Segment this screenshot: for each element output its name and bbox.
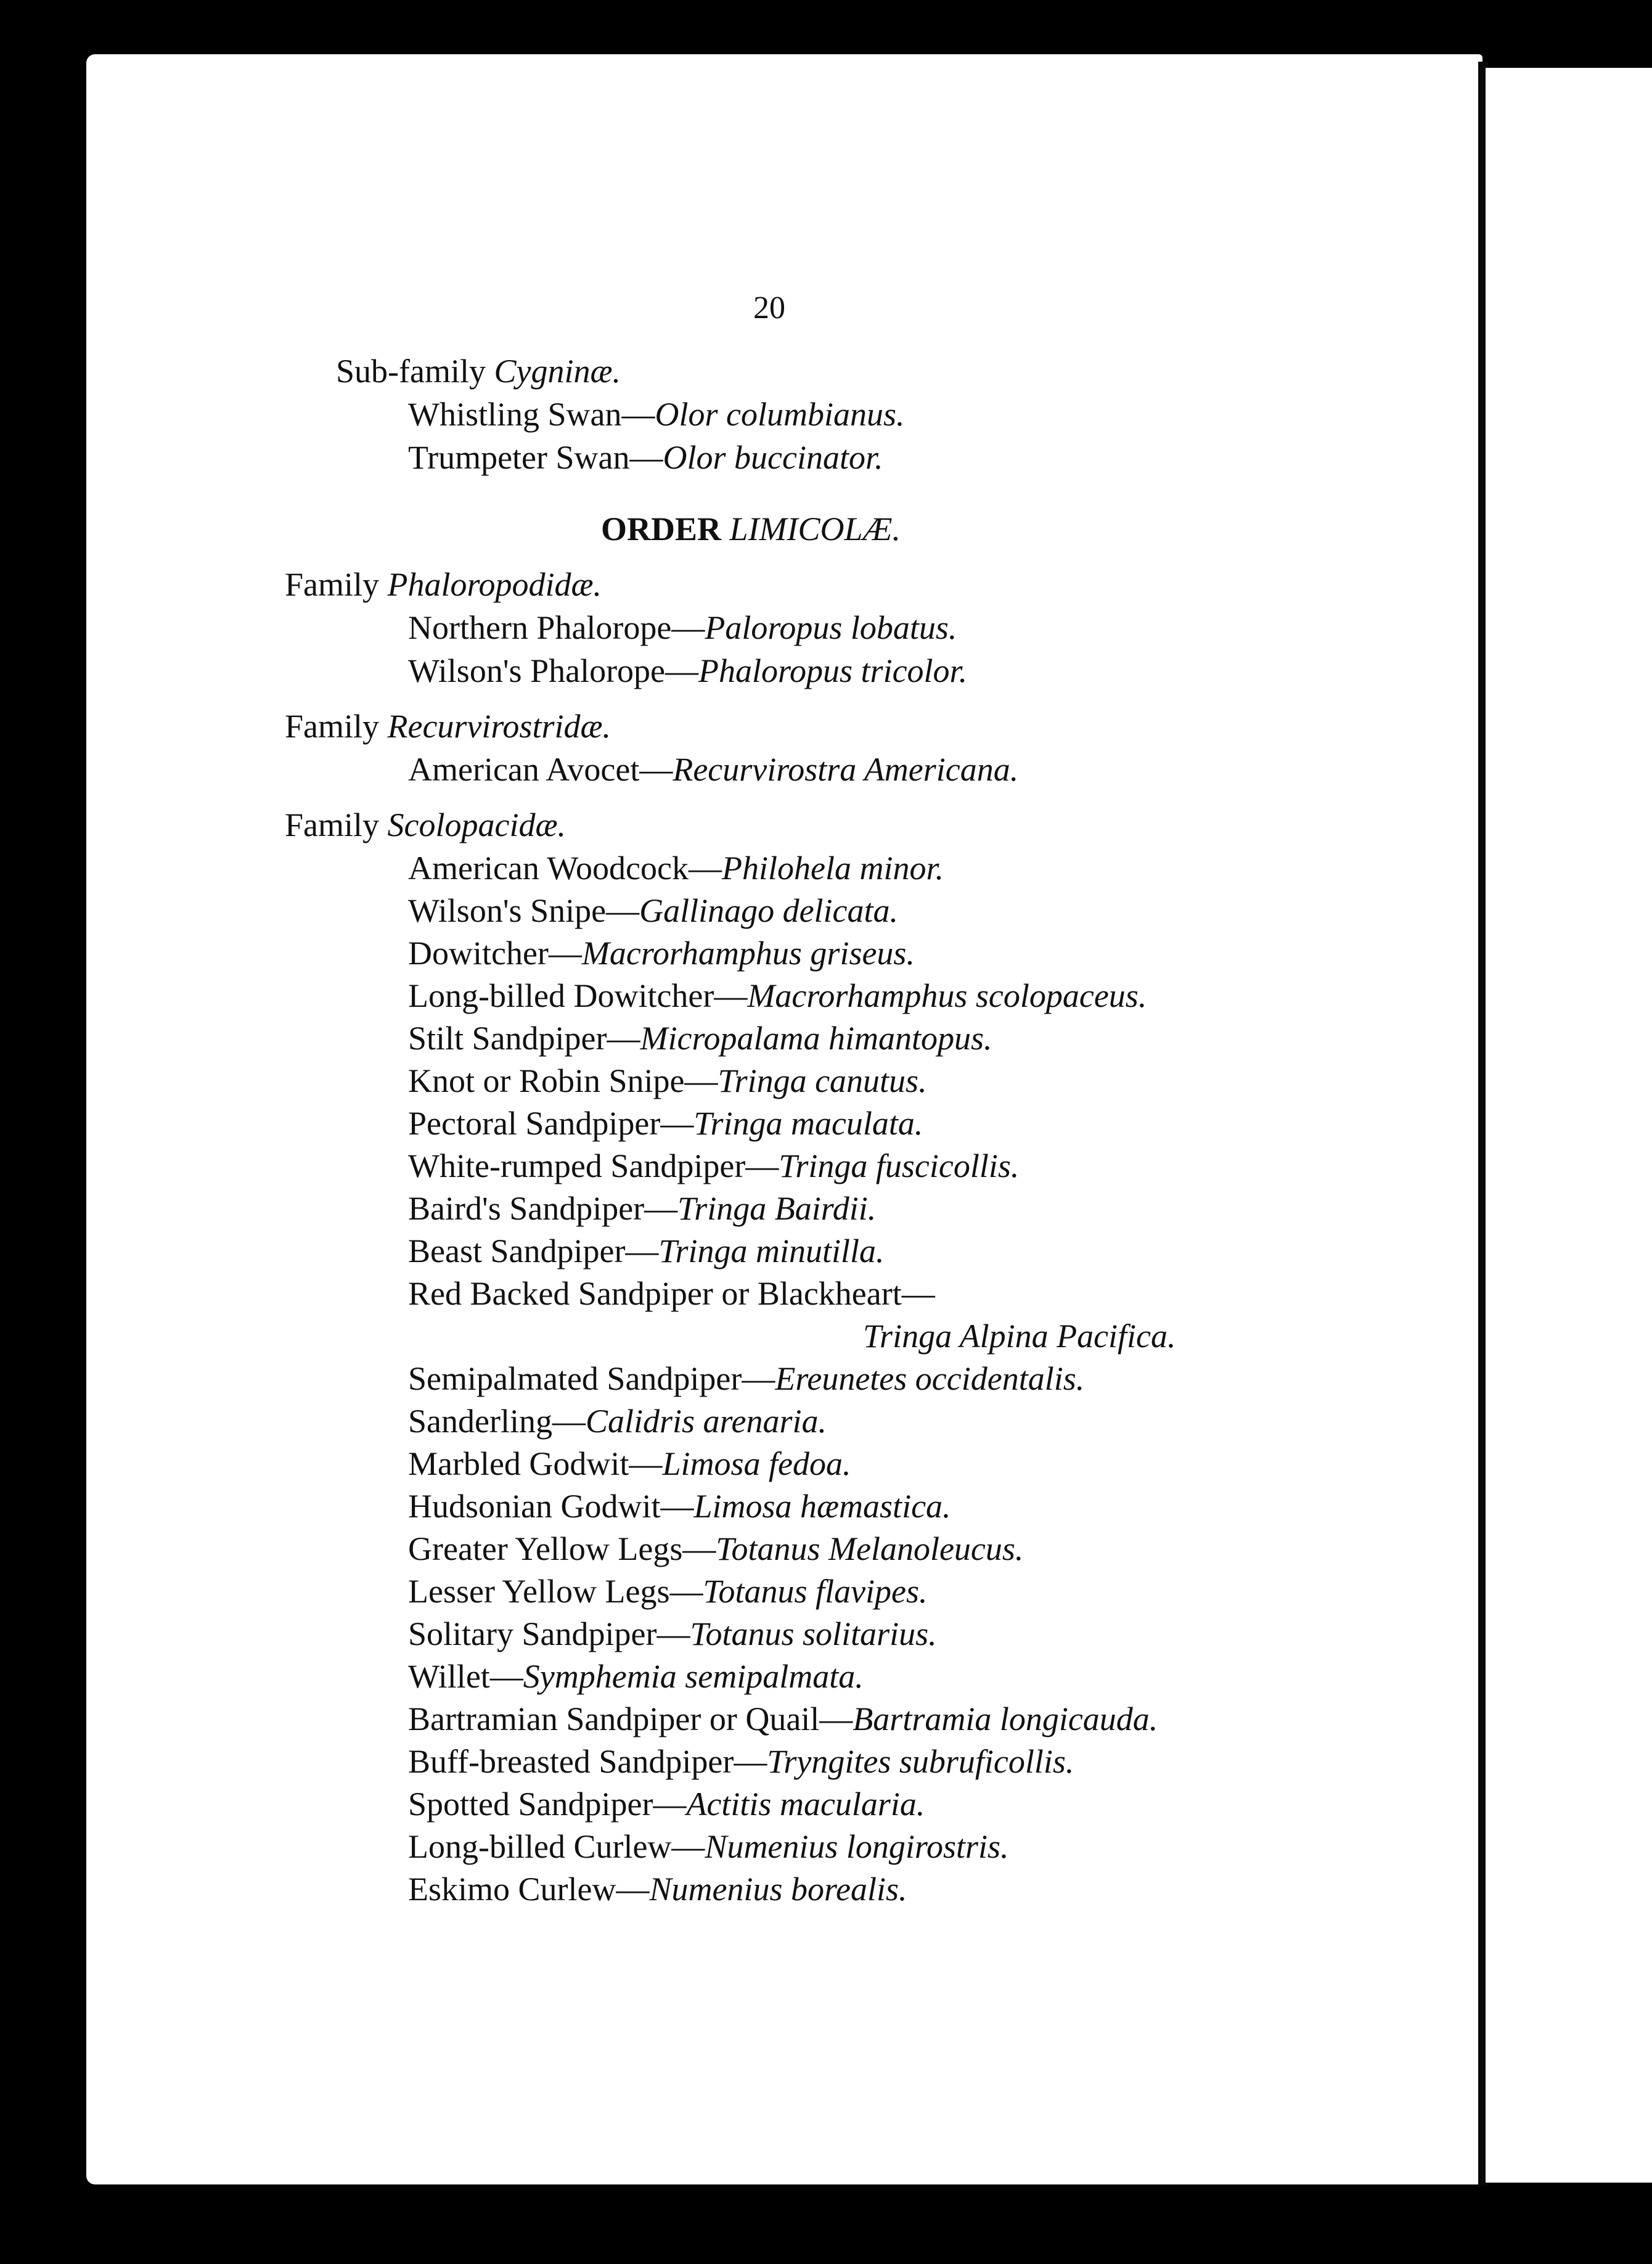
- subfamily-heading: [336, 353, 621, 390]
- latin-name: Calidris arenaria.: [585, 1403, 827, 1440]
- species-entry: [408, 1530, 1023, 1567]
- order-name: LIMICOLÆ.: [729, 511, 901, 548]
- common-name: Sanderling—: [408, 1403, 586, 1440]
- latin-name: Numenius borealis.: [649, 1871, 907, 1908]
- common-name: Spotted Sandpiper—: [408, 1786, 687, 1823]
- common-name: Northern Phalorope—: [408, 609, 705, 646]
- latin-name: Tringa fuscicollis.: [779, 1147, 1020, 1184]
- species-entry: [408, 977, 1147, 1014]
- latin-name: Recurvirostra Americana.: [673, 751, 1019, 788]
- latin-name: Limosa fedoa.: [662, 1445, 851, 1482]
- common-name: Lesser Yellow Legs—: [408, 1573, 703, 1610]
- order-prefix: ORDER: [601, 511, 722, 548]
- latin-name: Symphemia semipalmata.: [523, 1658, 864, 1695]
- species-entry: [408, 652, 967, 689]
- common-name: Marbled Godwit—: [408, 1445, 663, 1482]
- species-entry: [408, 892, 898, 929]
- species-entry: [408, 1403, 827, 1440]
- common-name: Trumpeter Swan—: [408, 439, 663, 476]
- latin-name: Totanus flavipes.: [703, 1573, 928, 1610]
- common-name: Hudsonian Godwit—: [408, 1488, 694, 1525]
- common-name: Baird's Sandpiper—: [408, 1190, 678, 1227]
- common-name: Beast Sandpiper—: [408, 1232, 659, 1269]
- common-name: Willet—: [408, 1658, 523, 1695]
- species-entry: [408, 1615, 937, 1652]
- latin-name: Philohela minor.: [722, 850, 944, 887]
- family-prefix: Family: [285, 566, 380, 603]
- latin-name: Ereunetes occidentalis.: [775, 1360, 1085, 1397]
- species-entry: [408, 1232, 885, 1269]
- species-entry: [408, 935, 915, 972]
- species-entry: [408, 1786, 925, 1823]
- species-entry: [408, 1105, 923, 1142]
- common-name: Eskimo Curlew—: [408, 1871, 650, 1908]
- species-entry-continued: [863, 1318, 1176, 1355]
- latin-name: Actitis macularia.: [686, 1786, 925, 1823]
- common-name: Long-billed Curlew—: [408, 1828, 705, 1865]
- latin-name: Micropalama himantopus.: [640, 1020, 992, 1057]
- species-entry: [408, 1573, 928, 1610]
- species-entry: [408, 439, 883, 476]
- family-prefix: Family: [285, 806, 380, 843]
- common-name: Knot or Robin Snipe—: [408, 1062, 718, 1099]
- species-entry: [408, 1700, 1158, 1737]
- species-entry: [408, 1488, 951, 1525]
- family-name: Recurvirostridæ.: [387, 708, 611, 745]
- latin-name: Gallinago delicata.: [639, 892, 899, 929]
- common-name: Dowitcher—: [408, 935, 582, 972]
- latin-name: Tringa Bairdii.: [677, 1190, 877, 1227]
- species-entry: [408, 1020, 992, 1057]
- latin-name: Tringa maculata.: [693, 1105, 923, 1142]
- common-name: Wilson's Phalorope—: [408, 652, 699, 689]
- common-name: Red Backed Sandpiper or Blackheart—: [408, 1275, 935, 1312]
- species-entry: [408, 1190, 876, 1227]
- species-entry: [408, 396, 905, 433]
- latin-name: Macrorhamphus scolopaceus.: [747, 977, 1147, 1014]
- species-entry: [408, 1871, 907, 1908]
- latin-name: Macrorhamphus griseus.: [581, 935, 915, 972]
- common-name: American Woodcock—: [408, 850, 722, 887]
- latin-name: Limosa hæmastica.: [693, 1488, 951, 1525]
- species-entry: [408, 1658, 864, 1695]
- latin-name: Paloropus lobatus.: [705, 609, 957, 646]
- latin-name: Olor buccinator.: [663, 439, 883, 476]
- family-heading: [285, 708, 611, 745]
- common-name: Solitary Sandpiper—: [408, 1615, 690, 1652]
- family-name: Scolopacidæ.: [387, 806, 566, 843]
- species-entry: [408, 751, 1018, 788]
- species-entry: [408, 850, 944, 887]
- latin-name: Tryngites subruficollis.: [767, 1743, 1074, 1780]
- common-name: Buff-breasted Sandpiper—: [408, 1743, 767, 1780]
- species-entry: [408, 1743, 1074, 1780]
- species-entry: [408, 609, 957, 646]
- latin-name: Totanus solitarius.: [690, 1615, 937, 1652]
- species-entry: [408, 1147, 1019, 1184]
- family-prefix: Family: [285, 708, 380, 745]
- species-entry: [408, 1445, 851, 1482]
- latin-name: Olor columbianus.: [655, 396, 905, 433]
- common-name: American Avocet—: [408, 751, 673, 788]
- common-name: Wilson's Snipe—: [408, 892, 640, 929]
- latin-name: Tringa Alpina Pacifica.: [863, 1318, 1176, 1355]
- latin-name: Numenius longirostris.: [705, 1828, 1009, 1865]
- species-entry: [408, 1360, 1084, 1397]
- common-name: Whistling Swan—: [408, 396, 655, 433]
- latin-name: Tringa minutilla.: [658, 1232, 885, 1269]
- order-heading: [601, 511, 901, 548]
- common-name: Long-billed Dowitcher—: [408, 977, 748, 1014]
- species-entry: [408, 1275, 935, 1312]
- common-name: Semipalmated Sandpiper—: [408, 1360, 775, 1397]
- latin-name: Phaloropus tricolor.: [698, 652, 968, 689]
- common-name: Greater Yellow Legs—: [408, 1530, 716, 1567]
- common-name: White-rumped Sandpiper—: [408, 1147, 779, 1184]
- species-entry: [408, 1062, 927, 1099]
- common-name: Bartramian Sandpiper or Quail—: [408, 1700, 853, 1737]
- species-entry: [408, 1828, 1009, 1865]
- page-number: 20: [753, 290, 785, 326]
- family-heading: [285, 806, 566, 843]
- family-name: Phaloropodidæ.: [387, 566, 602, 603]
- latin-name: Tringa canutus.: [718, 1062, 927, 1099]
- subfamily-prefix: Sub-family: [336, 353, 486, 390]
- subfamily-name: Cygninæ.: [494, 353, 621, 390]
- latin-name: Bartramia longicauda.: [853, 1700, 1158, 1737]
- common-name: Pectoral Sandpiper—: [408, 1105, 694, 1142]
- common-name: Stilt Sandpiper—: [408, 1020, 640, 1057]
- family-heading: [285, 566, 602, 603]
- latin-name: Totanus Melanoleucus.: [716, 1530, 1024, 1567]
